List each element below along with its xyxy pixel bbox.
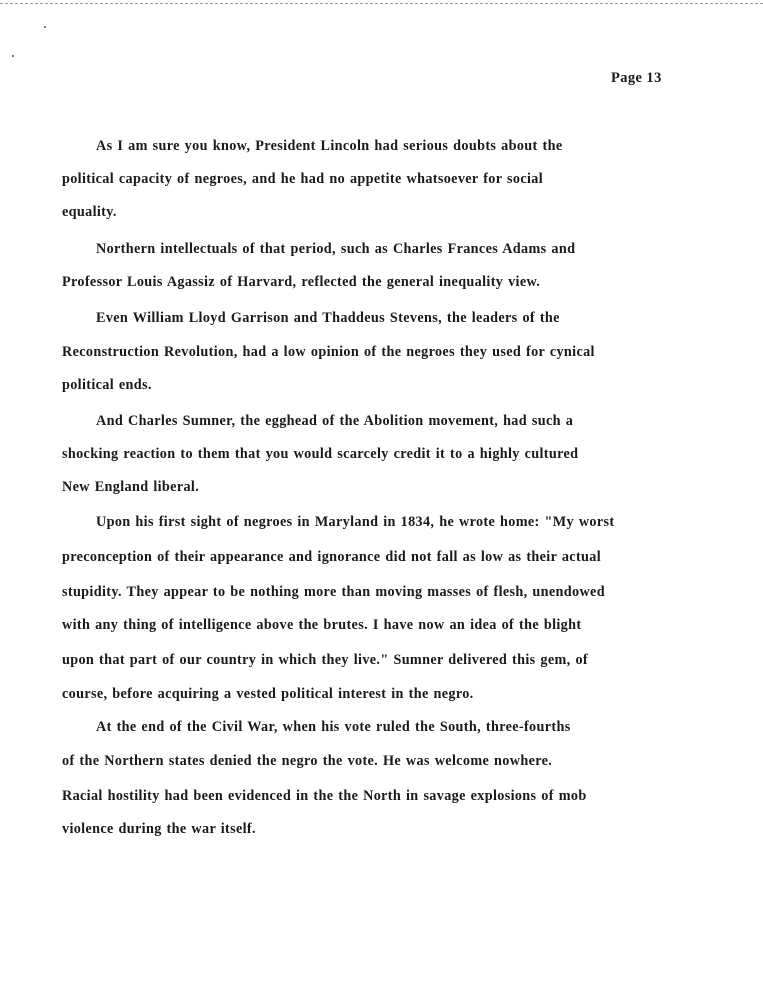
text-line: political ends. [62, 377, 152, 393]
text-line: New England liberal. [62, 479, 200, 495]
text-line: with any thing of intelligence above the brutes. I have now an idea of the blight [62, 617, 582, 633]
text-line: equality. [62, 204, 117, 220]
text-line: Racial hostility had been evidenced in the the North in savage explosions of mob [62, 788, 587, 804]
text-line: Even William Lloyd Garrison and Thaddeus Stevens, the leaders of the [96, 310, 560, 326]
text-line: As I am sure you know, President Lincoln had serious doubts about the [96, 138, 563, 154]
text-line: violence during the war itself. [62, 821, 256, 837]
text-line: Reconstruction Revolution, had a low opinion of the negroes they used for cynical [62, 344, 595, 360]
text-line: shocking reaction to them that you would scarcely credit it to a highly cultured [62, 446, 579, 462]
text-line: stupidity. They appear to be nothing more than moving masses of flesh, unendowed [62, 584, 605, 600]
text-line: Professor Louis Agassiz of Harvard, reflected the general inequality view. [62, 274, 541, 290]
text-line: political capacity of negroes, and he had no appetite whatsoever for social [62, 171, 543, 187]
page-number: Page 13 [611, 70, 662, 86]
text-line: of the Northern states denied the negro the vote. He was welcome nowhere. [62, 753, 553, 769]
text-line: At the end of the Civil War, when his vote ruled the South, three-fourths [96, 719, 571, 735]
text-line: upon that part of our country in which they live." Sumner delivered this gem, of [62, 652, 588, 668]
page-top-border [0, 3, 763, 4]
text-line: preconception of their appearance and ignorance did not fall as low as their actual [62, 549, 602, 565]
text-line: And Charles Sumner, the egghead of the Abolition movement, had such a [96, 413, 574, 429]
scan-speck [12, 55, 14, 57]
text-line: Upon his first sight of negroes in Maryland in 1834, he wrote home: "My worst [96, 514, 615, 530]
text-line: course, before acquiring a vested political interest in the negro. [62, 686, 474, 702]
scan-speck [44, 26, 46, 28]
text-line: Northern intellectuals of that period, such as Charles Frances Adams and [96, 241, 576, 257]
